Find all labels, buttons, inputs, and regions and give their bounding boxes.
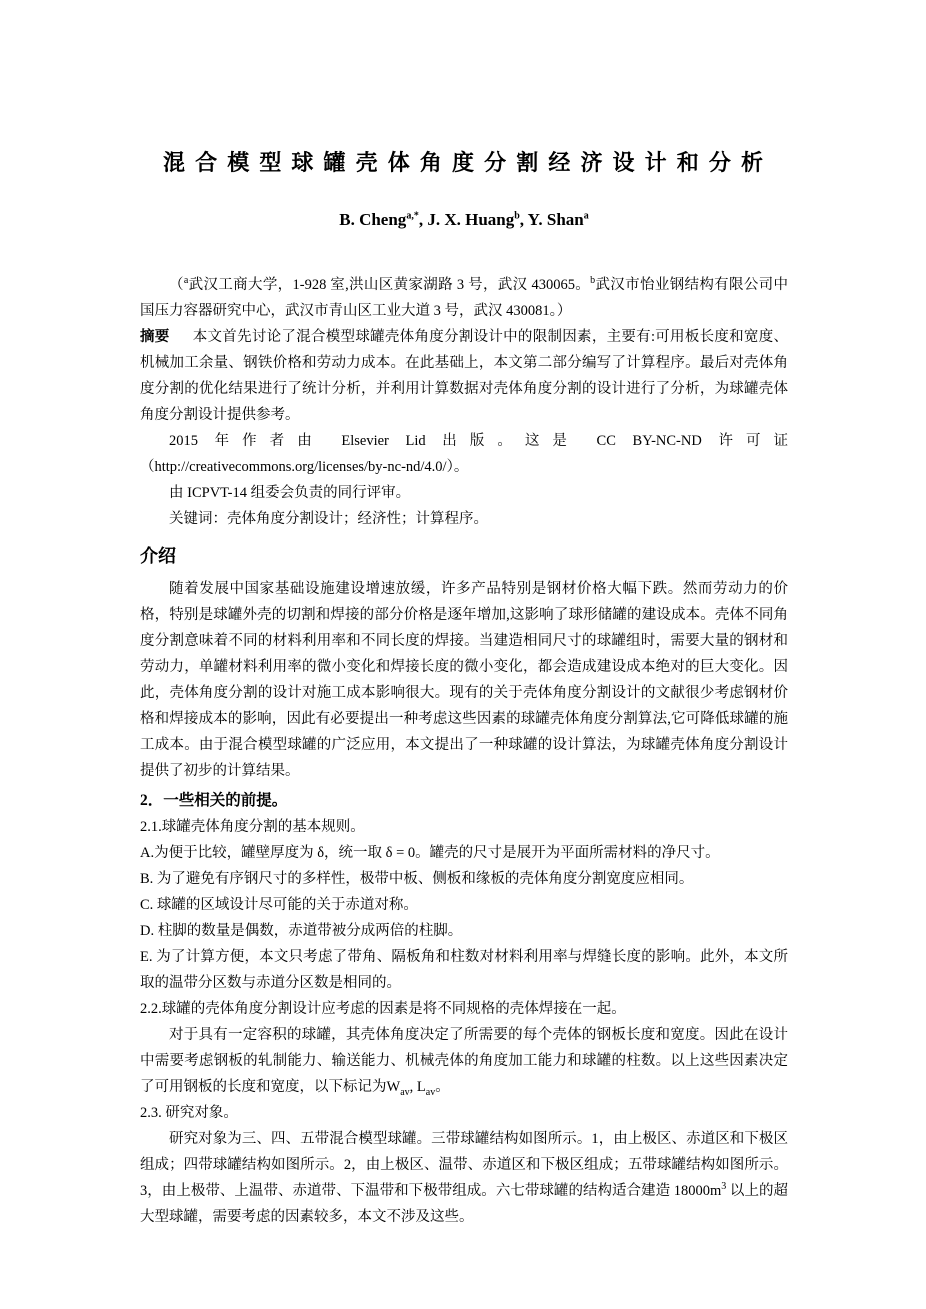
- factors-subscript-1: av: [400, 1086, 410, 1098]
- section-2-1-line: 2.1.球罐壳体角度分割的基本规则。: [140, 819, 365, 835]
- research-objects-paragraph: [140, 1126, 788, 1230]
- author-1-affil-mark: a,*: [406, 210, 419, 222]
- peer-review-paragraph: 由 ICPVT-14 组委会负责的同行评审。: [169, 485, 411, 501]
- abstract-label: 摘要: [140, 329, 170, 345]
- factors-text-2: , L: [409, 1079, 426, 1095]
- abstract-text: 本文首先讨论了混合模型球罐壳体角度分割设计中的限制因素，主要有:可用板长度和宽度、机械加工余量、钢铁价格和劳动力成本。在此基础上，本文第二部分编写了计算程序。最后对壳体角度分割的优化结果进行了统计分析，并利用计算数据对壳体角度分割的设计进行了分析，为球罐壳体角度分割设计提供参考。: [140, 329, 788, 423]
- rule-item-b: B. 为了避免有序钢尺寸的多样性，极带中板、侧板和缘板的壳体角度分割宽度应相同。: [140, 871, 694, 887]
- affiliation-open: （: [169, 277, 184, 293]
- factors-text-1: 对于具有一定容积的球罐，其壳体角度决定了所需要的每个壳体的钢板长度和宽度。因此在设计中需要考虑钢板的轧制能力、输送能力、机械壳体的角度加工能力和球罐的柱数。以上这些因素决定了可用钢板的长度和宽度，以下标记为W: [140, 1027, 788, 1095]
- section-2-heading: 2．一些相关的前提。: [140, 792, 288, 809]
- rule-item-a: A.为便于比较，罐壁厚度为 δ，统一取 δ = 0。罐壳的尺寸是展开为平面所需材料的净尺寸。: [140, 845, 720, 861]
- rule-item-e: E. 为了计算方便，本文只考虑了带角、隔板角和柱数对材料利用率与焊缝长度的影响。此外，本文所取的温带分区数与赤道分区数是相同的。: [140, 949, 788, 991]
- objects-text-1: 研究对象为三、四、五带混合模型球罐。三带球罐结构如图所示。1，由上极区、赤道区和下极区组成；四带球罐结构如图所示。2，由上极区、温带、赤道区和下极区组成；五带球罐结构如图所示。3，由上极带、上温带、赤道带、下温带和下极带组成。六七带球罐的结构适合建造 18000m: [140, 1131, 788, 1199]
- authors-line: [140, 208, 788, 232]
- affiliation-paragraph: [140, 272, 788, 324]
- factors-paragraph: [140, 1022, 788, 1100]
- factors-text-3: 。: [435, 1079, 450, 1095]
- intro-heading: 介绍: [140, 546, 176, 566]
- affiliation-mark-b: b: [590, 275, 596, 287]
- license-paragraph: 2015 年作者由 Elsevier Lid 出版。这是 CC BY-NC-ND 许可证（http://creativecommons.org/licenses/by-nc-nd/4.0/）。: [140, 433, 788, 475]
- author-2-name: , J. X. Huang: [418, 210, 515, 229]
- objects-text-2: 以上的超大型球罐，需要考虑的因素较多，本文不涉及这些。: [140, 1183, 788, 1225]
- affiliation-text-1: 武汉工商大学，1-928 室,洪山区黄家湖路 3 号，武汉 430065。: [188, 277, 591, 293]
- author-3-affil-mark: a: [583, 210, 589, 222]
- author-2-affil-mark: b: [514, 210, 520, 222]
- intro-paragraph: 随着发展中国家基础设施建设增速放缓，许多产品特别是钢材价格大幅下跌。然而劳动力的价格，特别是球罐外壳的切割和焊接的部分价格是逐年增加,这影响了球形储罐的建设成本。壳体不同角度分割意味着不同的材料利用率和不同长度的焊接。当建造相同尺寸的球罐组时，需要大量的钢材和劳动力，单罐材料利用率的微小变化和焊接长度的微小变化，都会造成建设成本绝对的巨大变化。因此，壳体角度分割的设计对施工成本影响很大。现有的关于壳体角度分割设计的文献很少考虑钢材价格和焊接成本的影响，因此有必要提出一种考虑这些因素的球罐壳体角度分割算法,它可降低球罐的施工成本。由于混合模型球罐的广泛应用，本文提出了一种球罐的设计算法，为球罐壳体角度分割设计提供了初步的计算结果。: [140, 581, 788, 779]
- affiliation-mark-a: a: [183, 275, 189, 287]
- rule-item-c: C. 球罐的区域设计尽可能的关于赤道对称。: [140, 897, 418, 913]
- section-2-2-line: 2.2.球罐的壳体角度分割设计应考虑的因素是将不同规格的壳体焊接在一起。: [140, 1001, 626, 1017]
- paper-title: 混 合 模 型 球 罐 壳 体 角 度 分 割 经 济 设 计 和 分 析: [162, 150, 766, 175]
- objects-superscript-1: 3: [721, 1181, 727, 1193]
- rule-item-d: D. 柱脚的数量是偶数，赤道带被分成两倍的柱脚。: [140, 923, 463, 939]
- section-2-3-line: 2.3. 研究对象。: [140, 1105, 238, 1121]
- factors-subscript-2: av: [425, 1086, 436, 1098]
- affiliation-text-2: 武汉市怡业钢结构有限公司中国压力容器研究中心，武汉市青山区工业大道 3 号，武汉 430081。）: [140, 277, 789, 319]
- keywords-paragraph: 关键词：壳体角度分割设计；经济性；计算程序。: [169, 511, 488, 527]
- author-3-name: , Y. Shan: [519, 210, 584, 229]
- author-1-name: B. Cheng: [339, 210, 407, 229]
- abstract-paragraph: [140, 324, 788, 428]
